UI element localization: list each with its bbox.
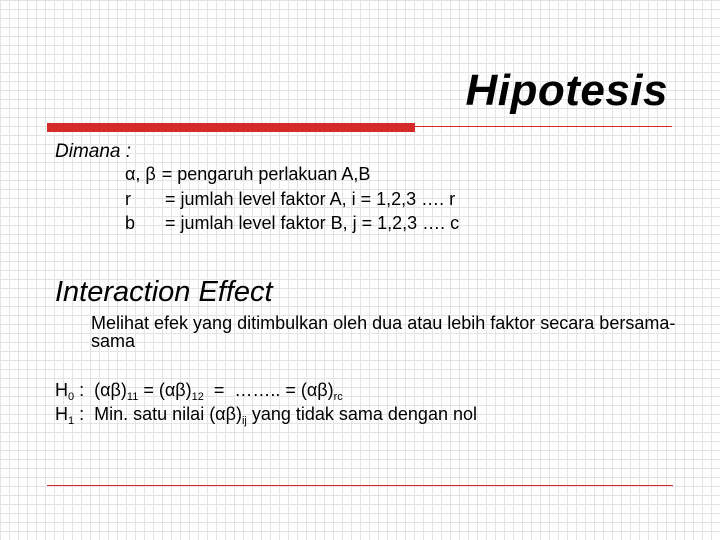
h0-sub: rc bbox=[333, 391, 343, 403]
h1-term: Min. satu nilai (αβ) bbox=[94, 404, 242, 424]
definition-text: = jumlah level faktor B, j = 1,2,3 …. c bbox=[165, 213, 460, 233]
definition-text: = jumlah level faktor A, i = 1,2,3 …. r bbox=[165, 189, 456, 209]
h1-label: H bbox=[55, 404, 68, 424]
h0-term: = …….. = (αβ) bbox=[203, 380, 334, 400]
section-heading: Interaction Effect bbox=[55, 276, 273, 308]
h1-term: yang tidak sama dengan nol bbox=[246, 404, 477, 424]
definition-text: = pengaruh perlakuan A,B bbox=[161, 164, 371, 184]
h1-label-sub: 1 bbox=[68, 415, 75, 427]
h0-sub: 11 bbox=[126, 391, 139, 403]
title-underline bbox=[415, 126, 672, 127]
h0-label-sub: 0 bbox=[68, 391, 75, 403]
h0-colon: : bbox=[74, 380, 95, 400]
h1-colon: : bbox=[74, 404, 95, 424]
h0-term: = (αβ) bbox=[138, 380, 192, 400]
definition-symbol: α, β bbox=[125, 164, 156, 184]
h1-sub: ij bbox=[241, 415, 247, 427]
section-description: Melihat efek yang ditimbulkan oleh dua atau lebih faktor secara bersama-sama bbox=[91, 313, 676, 351]
definition-row bbox=[125, 189, 455, 210]
footer-divider bbox=[47, 485, 673, 486]
title-accent-bar bbox=[47, 123, 415, 132]
definition-row bbox=[125, 164, 370, 185]
definition-symbol: b bbox=[125, 213, 136, 233]
dimana-label: Dimana : bbox=[55, 141, 132, 162]
h0-sub: 12 bbox=[191, 391, 204, 403]
null-hypothesis bbox=[55, 380, 343, 401]
definition-row bbox=[125, 213, 459, 234]
alternative-hypothesis bbox=[55, 404, 477, 425]
definition-symbol: r bbox=[125, 189, 131, 209]
slide-title: Hipotesis bbox=[465, 66, 668, 115]
h0-term: (αβ) bbox=[94, 380, 127, 400]
h0-label: H bbox=[55, 380, 68, 400]
